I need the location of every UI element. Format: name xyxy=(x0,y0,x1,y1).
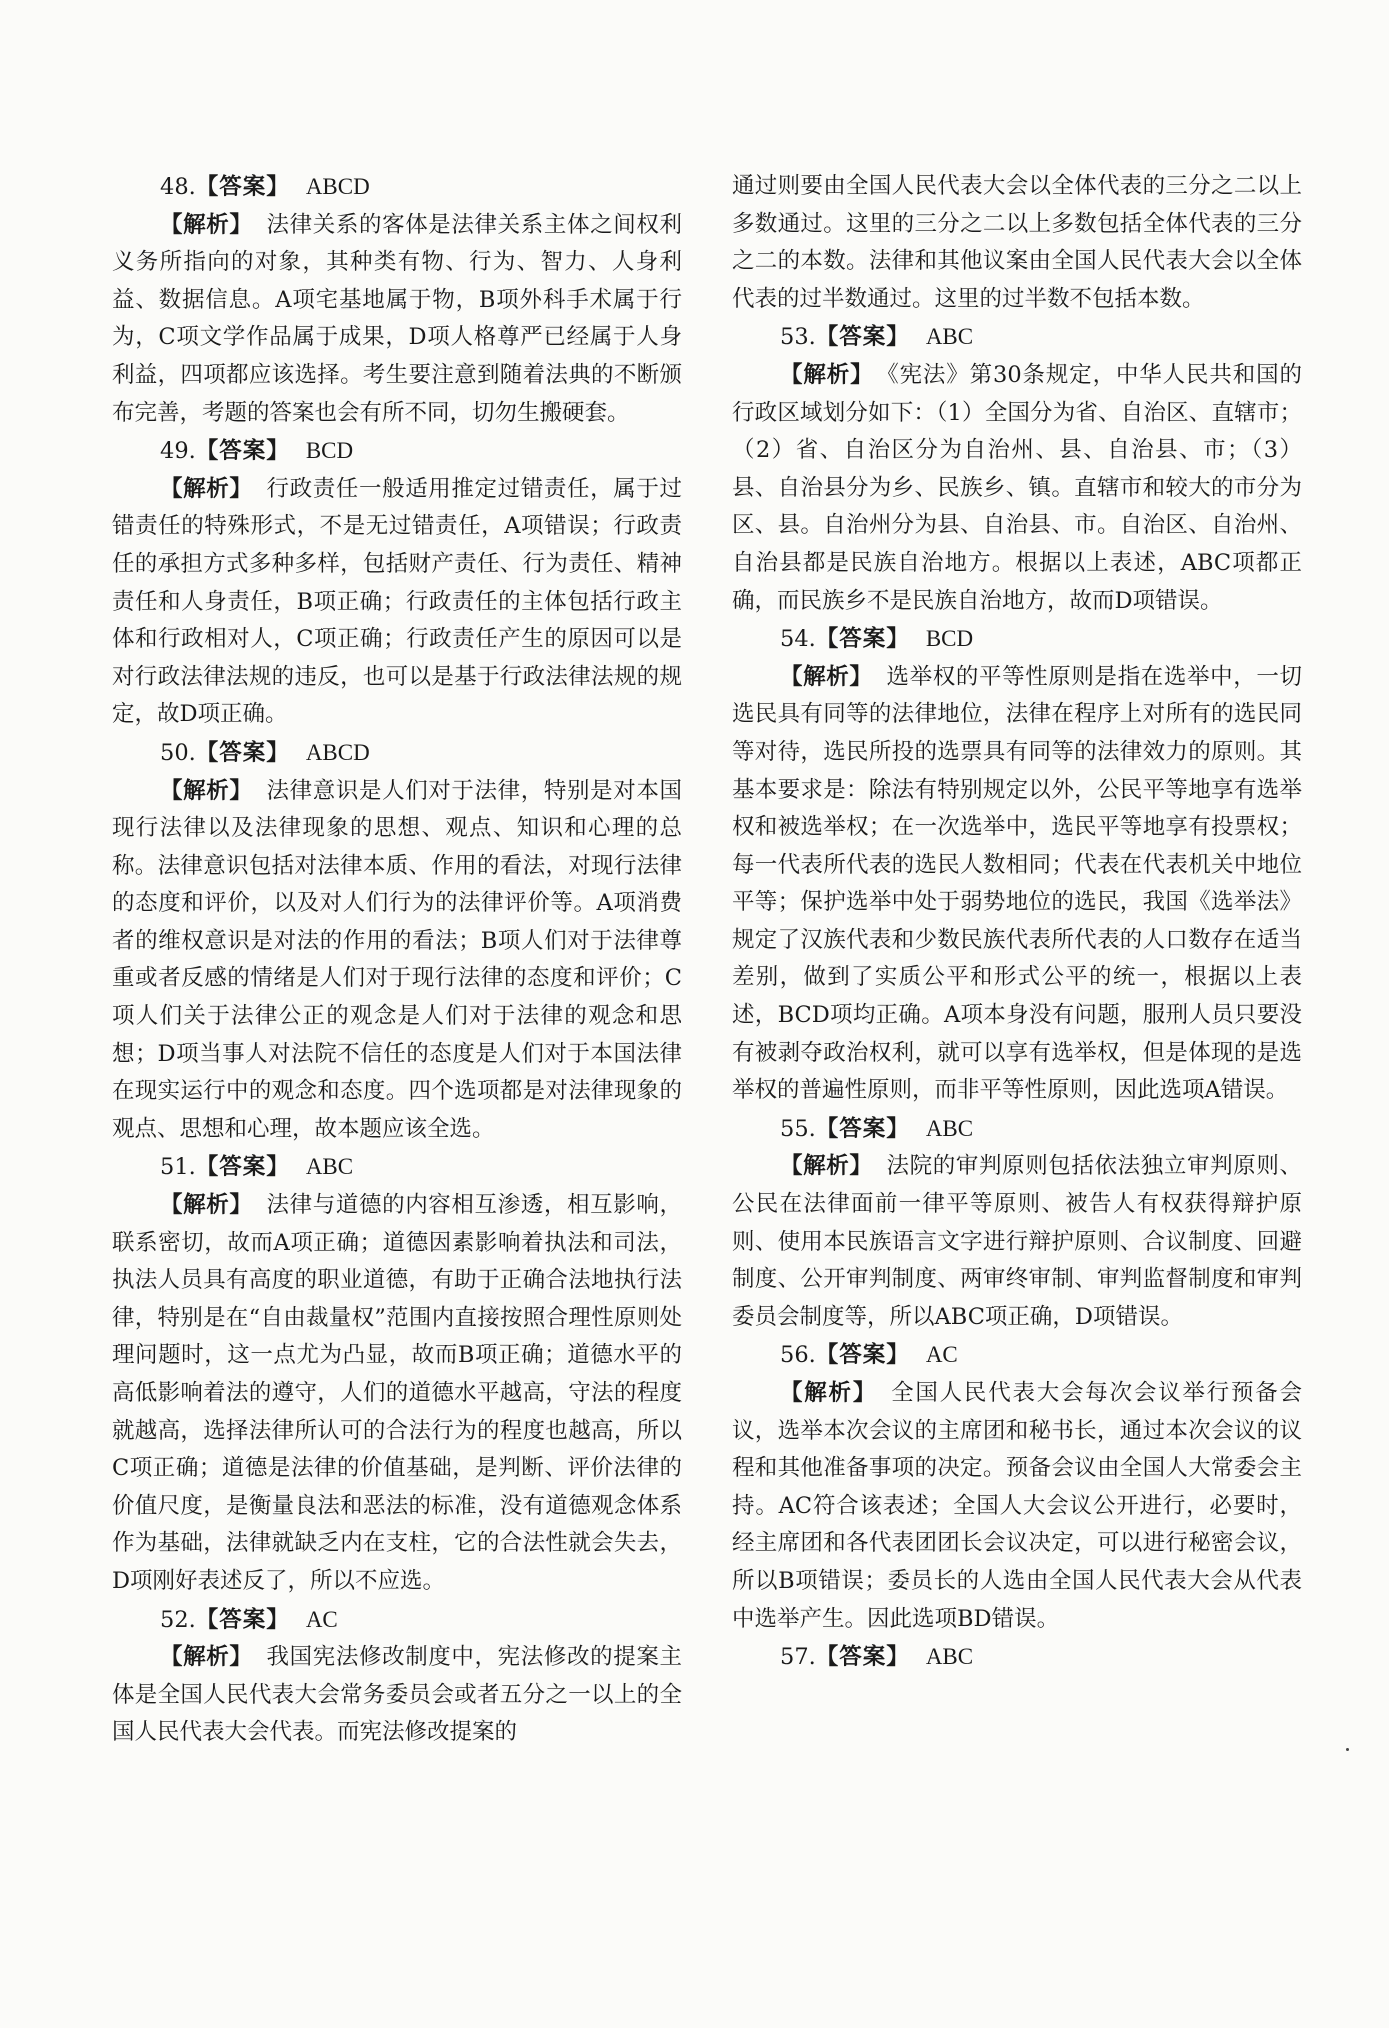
analysis-51 xyxy=(112,1187,682,1601)
answer-value: ABC xyxy=(925,1644,974,1670)
left-column xyxy=(112,168,682,2028)
analysis-label: 【解析】 xyxy=(780,361,874,388)
answer-value: AC xyxy=(305,1606,338,1632)
answer-line-49: 49.【答案】 BCD xyxy=(160,438,354,465)
answer-label: 【答案】 xyxy=(815,1115,910,1142)
analysis-52 xyxy=(112,1639,682,1752)
analysis-49 xyxy=(112,471,682,734)
answer-label: 【答案】 xyxy=(815,1644,910,1671)
analysis-text: 法律与道德的内容相互渗透，相互影响，联系密切，故而A项正确；道德因素影响着执法和司法，执法人员具有高度的职业道德，有助于正确合法地执行法律，特别是在“自由裁量权”范围内直接按照合理性原则处理问题时，这一点尤为凸显，故而B项正确；道德水平的高低影响着法的遵守，人们的道德水平越高，守法的程度就越高，选择法律所认可的合法行为的程度也越高，所以C项正确；道德是法律的价值基础，是判断、评价法律的价值尺度，是衡量良法和恶法的标准，没有道德观念体系作为基础，法律就缺乏内在支柱，它的合法性就会失去，D项刚好表述反了，所以不应选。 xyxy=(112,1192,682,1594)
answer-label: 【答案】 xyxy=(815,626,910,653)
answer-label: 【答案】 xyxy=(195,739,290,766)
analysis-53 xyxy=(732,357,1302,620)
answer-line-51: 51.【答案】 ABC xyxy=(160,1154,354,1181)
analysis-label: 【解析】 xyxy=(160,211,253,238)
answer-label: 【答案】 xyxy=(195,174,290,200)
scan-speck xyxy=(1346,1748,1349,1751)
analysis-50 xyxy=(112,773,682,1149)
answer-line-55: 55.【答案】 ABC xyxy=(780,1115,974,1142)
answer-value: ABC xyxy=(925,1115,974,1141)
analysis-text: 法律关系的客体是法律关系主体之间权利义务所指向的对象，其种类有物、行为、智力、人身利益、数据信息。A项宅基地属于物，B项外科手术属于行为，C项文学作品属于成果，D项人格尊严已经属于人身利益，四项都应该选择。考生要注意到随着法典的不断颁布完善，考题的答案也会有所不同，切勿生搬硬套。 xyxy=(112,211,682,426)
analysis-label: 【解析】 xyxy=(160,1192,253,1219)
analysis-48 xyxy=(112,207,682,433)
analysis-52-continuation: 通过则要由全国人民代表大会以全体代表的三分之二以上多数通过。这里的三分之二以上多数包括全体代表的三分之二的本数。法律和其他议案由全国人民代表大会以全体代表的过半数通过。这里的过半数不包括本数。 xyxy=(732,173,1302,312)
answer-label: 【答案】 xyxy=(195,1154,290,1181)
analysis-label: 【解析】 xyxy=(160,475,253,502)
analysis-text: 全国人民代表大会每次会议举行预备会议，选举本次会议的主席团和秘书长，通过本次会议的议程和其他准备事项的决定。预备会议由全国人大常委会主持。AC符合该表述；全国人大会议公开进行，必要时，经主席团和各代表团团长会议决定，可以进行秘密会议，所以B项错误；委员长的人选由全国人民代表大会从代表中选举产生。因此选项BD错误。 xyxy=(732,1380,1302,1632)
right-column xyxy=(732,168,1302,2028)
analysis-text: 我国宪法修改制度中，宪法修改的提案主体是全国人民代表大会常务委员会或者五分之一以上的全国人民代表大会代表。而宪法修改提案的 xyxy=(112,1644,682,1746)
analysis-label: 【解析】 xyxy=(780,1380,878,1406)
analysis-56 xyxy=(732,1375,1302,1638)
answer-line-50: 50.【答案】 ABCD xyxy=(160,739,370,766)
answer-value: ABCD xyxy=(305,174,370,199)
answer-value: ABCD xyxy=(305,739,370,765)
analysis-label: 【解析】 xyxy=(160,1644,253,1671)
analysis-label: 【解析】 xyxy=(160,777,253,804)
answer-line-57: 57.【答案】 ABC xyxy=(780,1644,974,1671)
answer-label: 【答案】 xyxy=(815,324,910,351)
analysis-54 xyxy=(732,659,1302,1110)
analysis-text: 法律意识是人们对于法律，特别是对本国现行法律以及法律现象的思想、观点、知识和心理的总称。法律意识包括对法律本质、作用的看法，对现行法律的态度和评价，以及对人们行为的法律评价等。A项消费者的维权意识是对法的作用的看法；B项人们对于法律尊重或者反感的情绪是人们对于现行法律的态度和评价；C项人们关于法律公正的观念是人们对于法律的观念和思想；D项当事人对法院不信任的态度是人们对于本国法律在现实运行中的观念和态度。四个选项都是对法律现象的观点、思想和心理，故本题应该全选。 xyxy=(112,777,682,1142)
analysis-label: 【解析】 xyxy=(780,1153,873,1180)
answer-label: 【答案】 xyxy=(195,438,290,465)
analysis-text: 《宪法》第30条规定，中华人民共和国的行政区域划分如下：（1）全国分为省、自治区、直辖市；（2）省、自治区分为自治州、县、自治县、市；（3）县、自治县分为乡、民族乡、镇。直辖市和较大的市分为区、县。自治州分为县、自治县、市。自治区、自治州、自治县都是民族自治地方。根据以上表述，ABC项都正确，而民族乡不是民族自治地方，故而D项错误。 xyxy=(732,361,1302,614)
analysis-55 xyxy=(732,1148,1302,1336)
answer-line-54: 54.【答案】 BCD xyxy=(780,626,974,653)
answer-value: ABC xyxy=(925,324,974,350)
answer-value: AC xyxy=(925,1342,958,1368)
answer-line-52: 52.【答案】 AC xyxy=(160,1606,338,1633)
answer-line-48: 48.【答案】 ABCD xyxy=(160,174,370,200)
analysis-text: 行政责任一般适用推定过错责任，属于过错责任的特殊形式，不是无过错责任，A项错误；行政责任的承担方式多种多样，包括财产责任、行为责任、精神责任和人身责任，B项正确；行政责任的主体包括行政主体和行政相对人，C项正确；行政责任产生的原因可以是对行政法律法规的违反，也可以是基于行政法律法规的规定，故D项正确。 xyxy=(112,475,682,728)
analysis-text: 选举权的平等性原则是指在选举中，一切选民具有同等的法律地位，法律在程序上对所有的选民同等对待，选民所投的选票具有同等的法律效力的原则。其基本要求是：除法有特别规定以外，公民平等地享有选举权和被选举权；在一次选举中，选民平等地享有投票权；每一代表所代表的选民人数相同；代表在代表机关中地位平等；保护选举中处于弱势地位的选民，我国《选举法》规定了汉族代表和少数民族代表所代表的人口数存在适当差别，做到了实质公平和形式公平的统一，根据以上表述，BCD项均正确。A项本身没有问题，服刑人员只要没有被剥夺政治权利，就可以享有选举权，但是体现的是选举权的普遍性原则，而非平等性原则，因此选项A错误。 xyxy=(732,663,1302,1104)
answer-line-56: 56.【答案】 AC xyxy=(780,1342,958,1369)
answer-label: 【答案】 xyxy=(195,1606,290,1633)
analysis-label: 【解析】 xyxy=(780,663,873,690)
answer-line-53: 53.【答案】 ABC xyxy=(780,324,974,351)
answer-label: 【答案】 xyxy=(815,1342,910,1369)
answer-value: ABC xyxy=(305,1154,354,1180)
answer-value: BCD xyxy=(925,626,974,652)
analysis-text: 法院的审判原则包括依法独立审判原则、公民在法律面前一律平等原则、被告人有权获得辩护原则、使用本民族语言文字进行辩护原则、合议制度、回避制度、公开审判制度、两审终审制、审判监督制度和审判委员会制度等，所以ABC项正确，D项错误。 xyxy=(732,1153,1302,1330)
answer-value: BCD xyxy=(305,438,354,464)
